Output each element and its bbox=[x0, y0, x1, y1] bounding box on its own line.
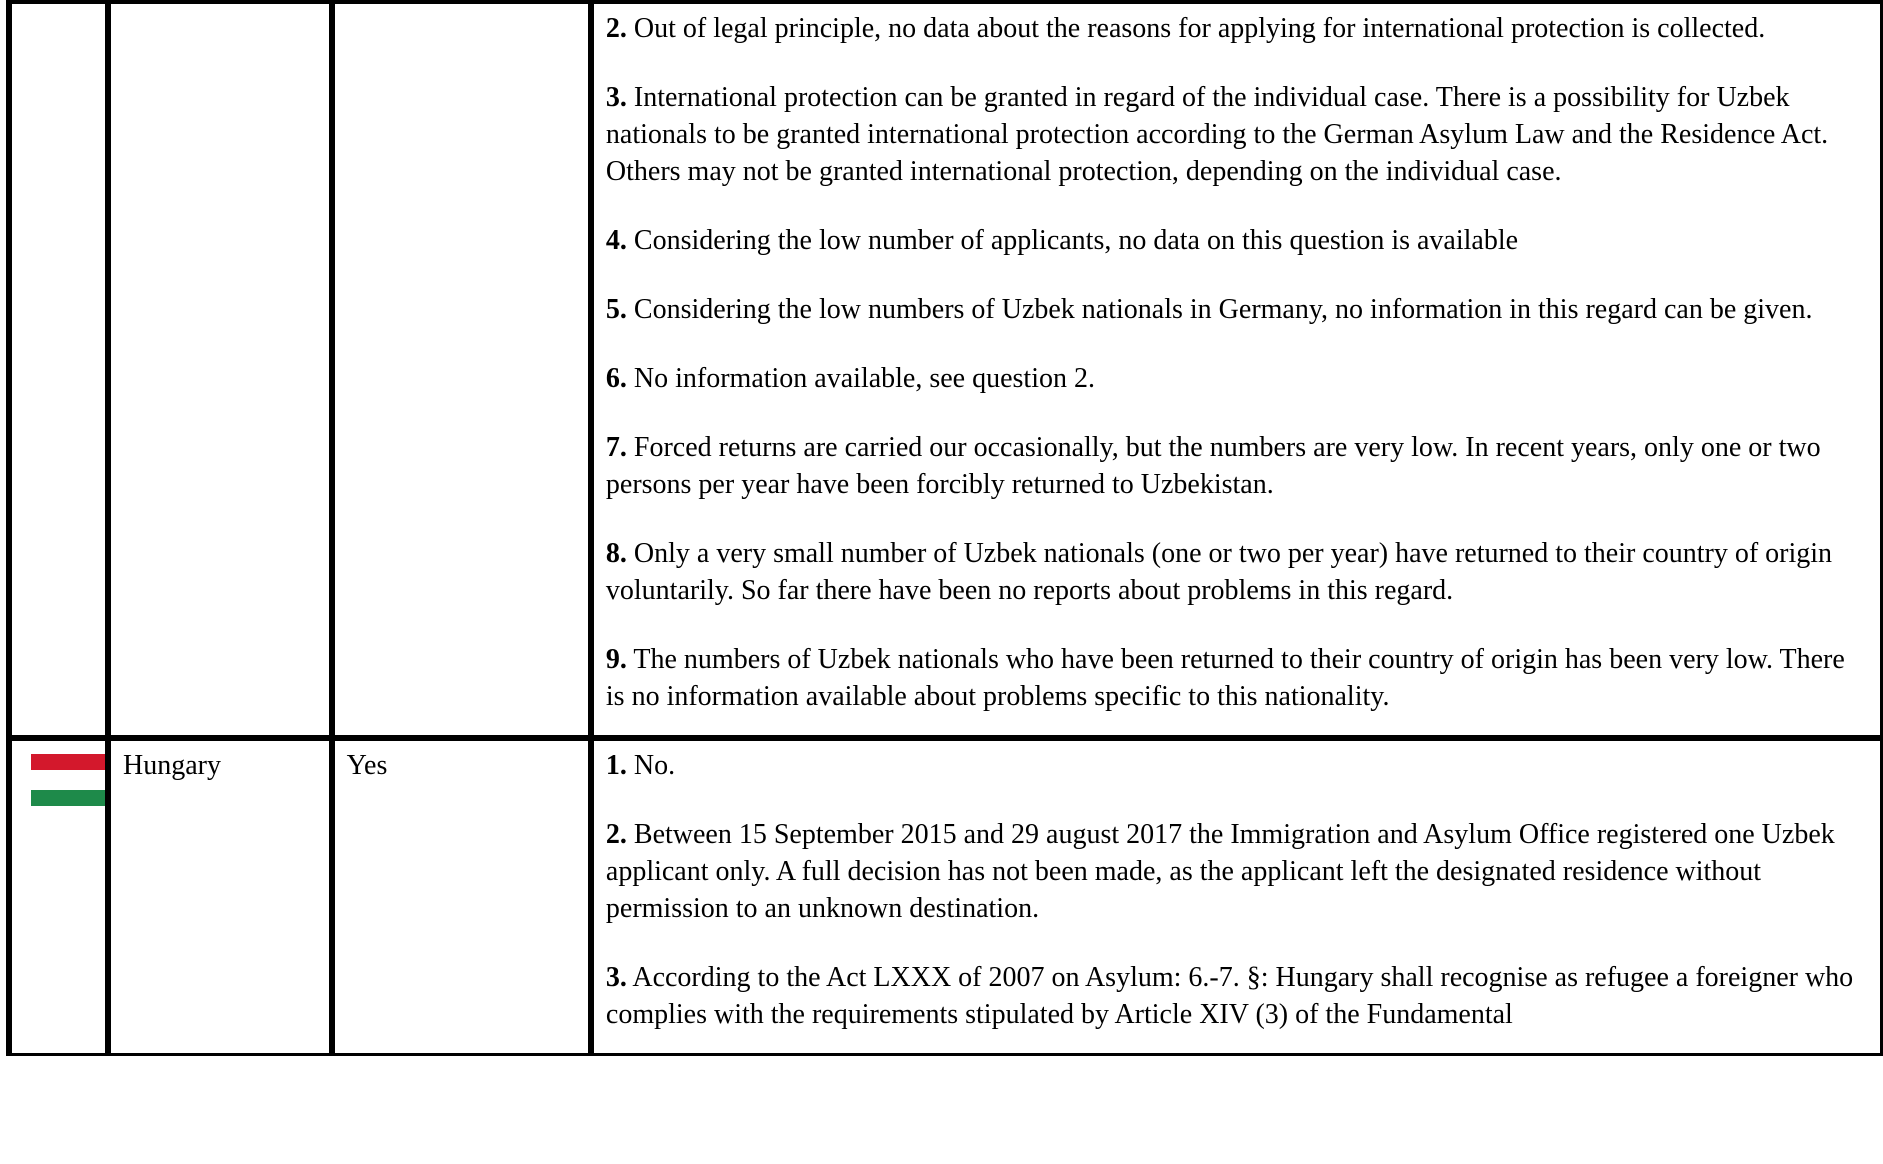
answer-cell: Yes bbox=[332, 738, 591, 1056]
answer-number: 2. bbox=[605, 13, 627, 44]
answer-text: No. bbox=[633, 750, 676, 781]
answer-item bbox=[606, 291, 1868, 328]
answer-item bbox=[606, 10, 1868, 47]
flag-stripe-green bbox=[31, 790, 105, 806]
answer-cell bbox=[332, 1, 591, 738]
answer-number: 2. bbox=[605, 819, 627, 850]
country-cell bbox=[108, 1, 332, 738]
answer-text: The numbers of Uzbek nationals who have been returned to their country of origin has been very low. There is no information available about problems specific to this nationality. bbox=[605, 644, 1845, 712]
answer-item bbox=[606, 79, 1868, 190]
answer-number: 3. bbox=[605, 82, 627, 113]
answer-text: Considering the low number of applicants, no data on this question is available bbox=[633, 225, 1519, 256]
flag-stripe-red bbox=[31, 754, 105, 770]
answer-number: 5. bbox=[605, 294, 627, 325]
answer-text: Only a very small number of Uzbek nationals (one or two per year) have returned to their country of origin voluntarily. So far there have been no reports about problems in this regard. bbox=[605, 538, 1833, 606]
details-cell bbox=[591, 738, 1883, 1056]
answer-item bbox=[606, 222, 1868, 259]
answer-text: According to the Act LXXX of 2007 on Asylum: 6.-7. §: Hungary shall recognise as refugee a foreigner who complies with the requirements stipulated by Article XIV (3) of the Fundamental bbox=[605, 962, 1854, 1030]
answer-number: 4. bbox=[605, 225, 627, 256]
table-row-germany-continued bbox=[9, 1, 1883, 738]
answer-number: 3. bbox=[605, 962, 627, 993]
answer-number: 6. bbox=[605, 363, 627, 394]
answer-item bbox=[606, 429, 1868, 503]
member-states-table bbox=[6, 0, 1883, 1056]
answer-text: International protection can be granted in regard of the individual case. There is a possibility for Uzbek nationals to be granted international protection according to the German Asylum Law and the Residence Act. Others may not be granted international protection, depending on the individual case. bbox=[605, 82, 1829, 187]
answer-item bbox=[606, 816, 1868, 927]
answer-number: 7. bbox=[605, 432, 627, 463]
answer-item bbox=[606, 360, 1868, 397]
table-row-hungary bbox=[9, 738, 1883, 1056]
answer-text: No information available, see question 2. bbox=[633, 363, 1095, 394]
answer-text: Considering the low numbers of Uzbek nationals in Germany, no information in this regard can be given. bbox=[633, 294, 1813, 325]
country-cell: Hungary bbox=[108, 738, 332, 1056]
flag-stripe-white bbox=[31, 770, 105, 790]
answer-item bbox=[606, 535, 1868, 609]
answer-item bbox=[606, 747, 1868, 784]
answer-number: 1. bbox=[605, 750, 627, 781]
flag-cell bbox=[9, 1, 108, 738]
answer-item bbox=[606, 959, 1868, 1033]
answer-text: Out of legal principle, no data about the reasons for applying for international protection is collected. bbox=[633, 13, 1766, 44]
answer-text: Forced returns are carried our occasionally, but the numbers are very low. In recent years, only one or two persons per year have been forcibly returned to Uzbekistan. bbox=[605, 432, 1821, 500]
answer-item bbox=[606, 641, 1868, 715]
details-cell bbox=[591, 1, 1883, 738]
answer-text: Between 15 September 2015 and 29 august 2017 the Immigration and Asylum Office registered one Uzbek applicant only. A full decision has not been made, as the applicant left the designated residence without permission to an unknown destination. bbox=[605, 819, 1835, 924]
answer-number: 8. bbox=[605, 538, 627, 569]
answer-number: 9. bbox=[605, 644, 627, 675]
flag-cell bbox=[9, 738, 108, 1056]
hungary-flag-icon bbox=[31, 754, 105, 806]
